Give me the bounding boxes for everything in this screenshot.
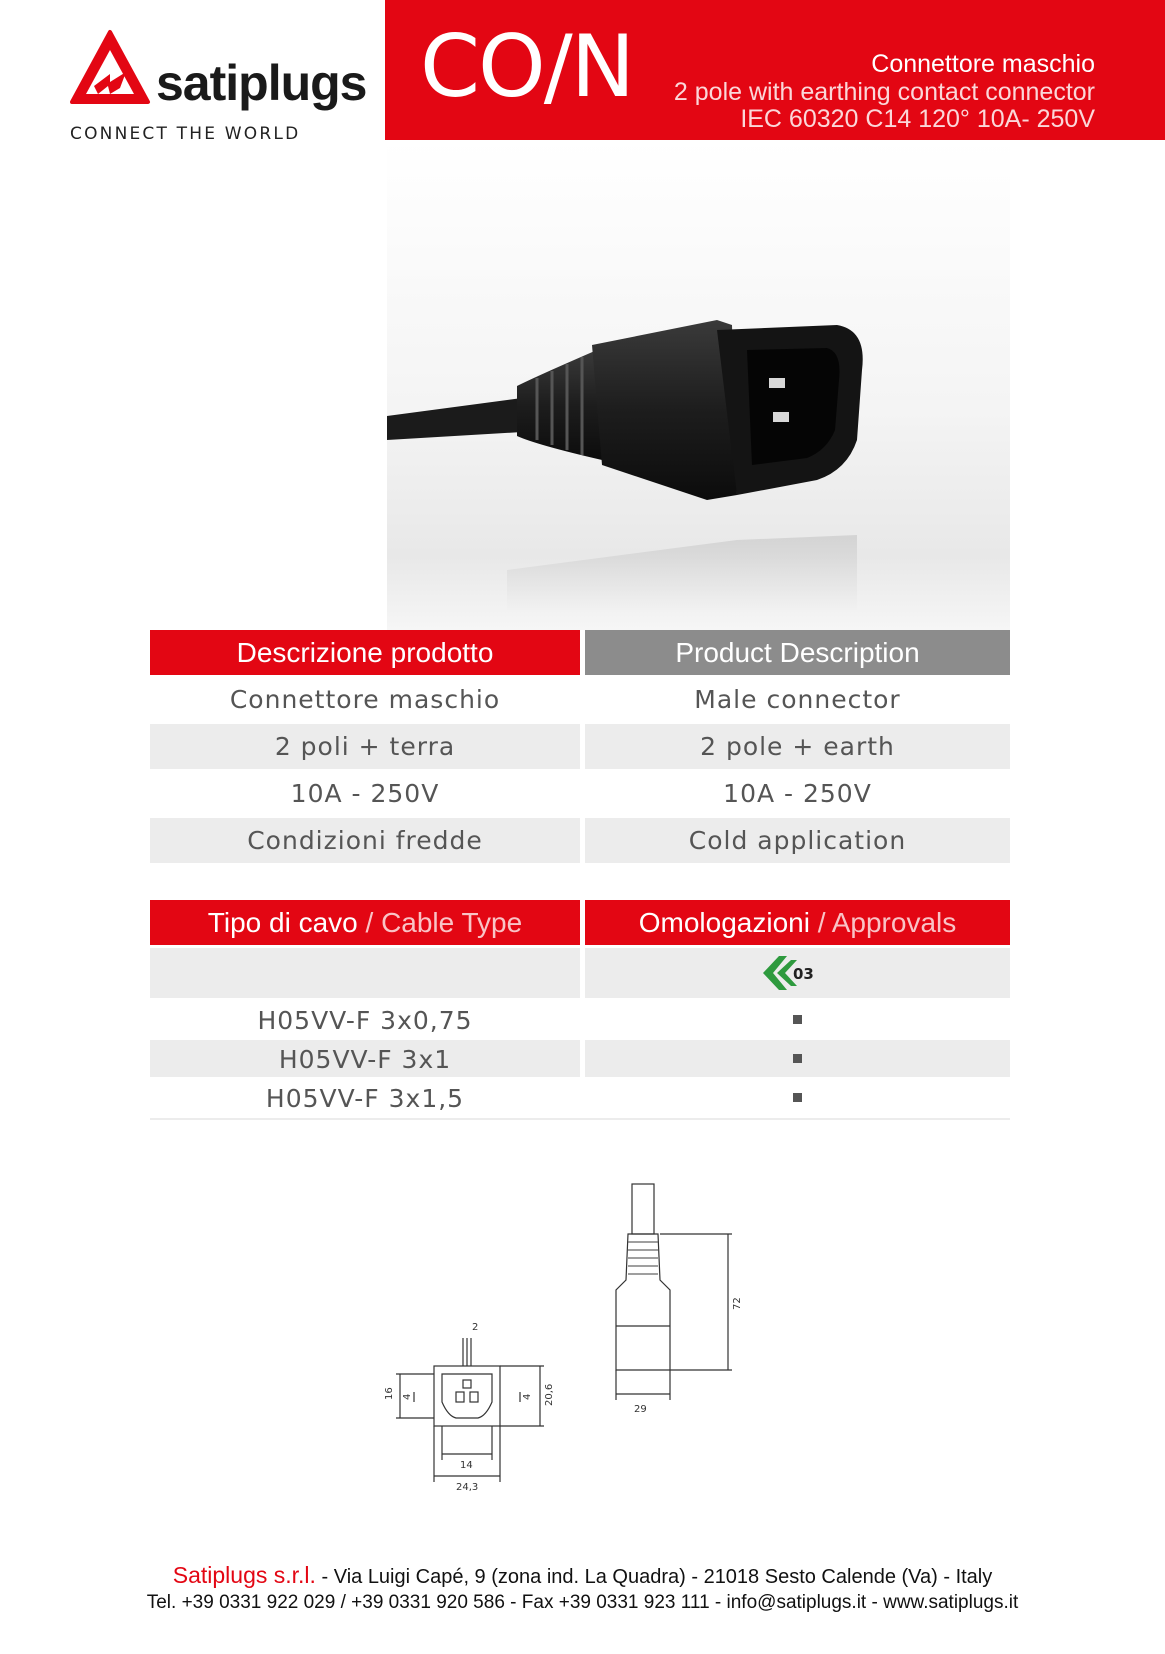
cable-type-cell: H05VV-F 3x0,75: [257, 1006, 473, 1035]
product-description-header-it-label: Descrizione prodotto: [236, 637, 494, 668]
product-description-header-en-label: Product Description: [675, 637, 920, 668]
brand-tagline: CONNECT THE WORLD: [70, 124, 301, 144]
footer-address-text: - Via Luigi Capé, 9 (zona ind. La Quadra) - 21018 Sesto Calende (Va) - Italy: [315, 1566, 993, 1588]
dim-inner-left: 4: [402, 1393, 413, 1400]
approval-cell: [585, 1040, 1010, 1077]
approval-check-icon: [793, 1015, 802, 1024]
product-description-it-row: Connettore maschio: [229, 685, 501, 714]
approvals-header: [585, 900, 1010, 945]
approval-mark-cell: [585, 948, 1010, 998]
dim-width: 29: [634, 1404, 647, 1415]
footer-contacts: Tel. +39 0331 922 029 / +39 0331 920 586 - Fax +39 0331 923 111 - info@satiplugs.it - www.satiplugs.it: [146, 1592, 1019, 1613]
cable-type-cell: H05VV-F 3x1: [150, 1040, 580, 1077]
approval-check-icon: [793, 1054, 802, 1063]
cable-type-header-sep: /: [357, 907, 382, 938]
product-description-header-it: [150, 630, 580, 675]
cable-type-cell: H05VV-F 3x1,5: [265, 1084, 465, 1113]
product-description-it-row: 10A - 250V: [290, 779, 440, 808]
side-view-drawing: [616, 1184, 732, 1400]
approval-cell: [585, 1079, 1010, 1116]
dim-left: 16: [384, 1387, 395, 1400]
footer-address: [0, 1562, 1165, 1589]
product-description-en-row: 10A - 250V: [723, 779, 872, 808]
footer-company: Satiplugs s.r.l.: [172, 1562, 316, 1588]
dim-height: 72: [732, 1297, 743, 1310]
product-description-it-row: Condizioni fredde: [150, 818, 580, 863]
cable-type-spacer-cell: [150, 948, 580, 998]
dim-inner-right: 4: [522, 1393, 533, 1400]
logo-triangle-icon: [72, 32, 148, 102]
product-description-en-row: Cold application: [585, 818, 1010, 863]
product-description-it-row: 2 poli + terra: [150, 724, 580, 769]
dim-bottom-outer: 24,3: [456, 1482, 479, 1493]
header-title-it: Connettore maschio: [871, 50, 1095, 78]
cable-type-header-it: Tipo di cavo: [207, 907, 358, 938]
header-title-en: 2 pole with earthing contact connector: [673, 78, 1095, 106]
product-photo: [387, 140, 1010, 630]
approvals-header-it: Omologazioni: [638, 907, 810, 938]
table-bottom-rule: [150, 1118, 1010, 1120]
product-description-en-row: Male connector: [694, 685, 901, 714]
approvals-header-sep: /: [809, 907, 832, 938]
model-code: CO/N: [420, 17, 634, 117]
approvals-header-en: Approvals: [831, 907, 957, 938]
approval-cell: [585, 1001, 1010, 1038]
dim-right: 20,6: [544, 1383, 555, 1406]
cable-type-header: [150, 900, 580, 945]
technical-drawing: [370, 1170, 790, 1500]
product-description-header-en: [585, 630, 1010, 675]
approval-check-icon: [793, 1093, 802, 1102]
header-spec: IEC 60320 C14 120° 10A- 250V: [740, 105, 1095, 133]
approval-mark-number: 03: [793, 965, 814, 983]
brand-name: satiplugs: [156, 55, 367, 111]
cable-type-header-en: Cable Type: [381, 907, 523, 938]
dim-bottom-inner: 14: [460, 1460, 473, 1471]
connector-illustration: [387, 140, 1010, 630]
dim-top: 2: [472, 1322, 479, 1333]
product-description-en-row: 2 pole + earth: [585, 724, 1010, 769]
enec-mark-icon: [757, 950, 827, 996]
